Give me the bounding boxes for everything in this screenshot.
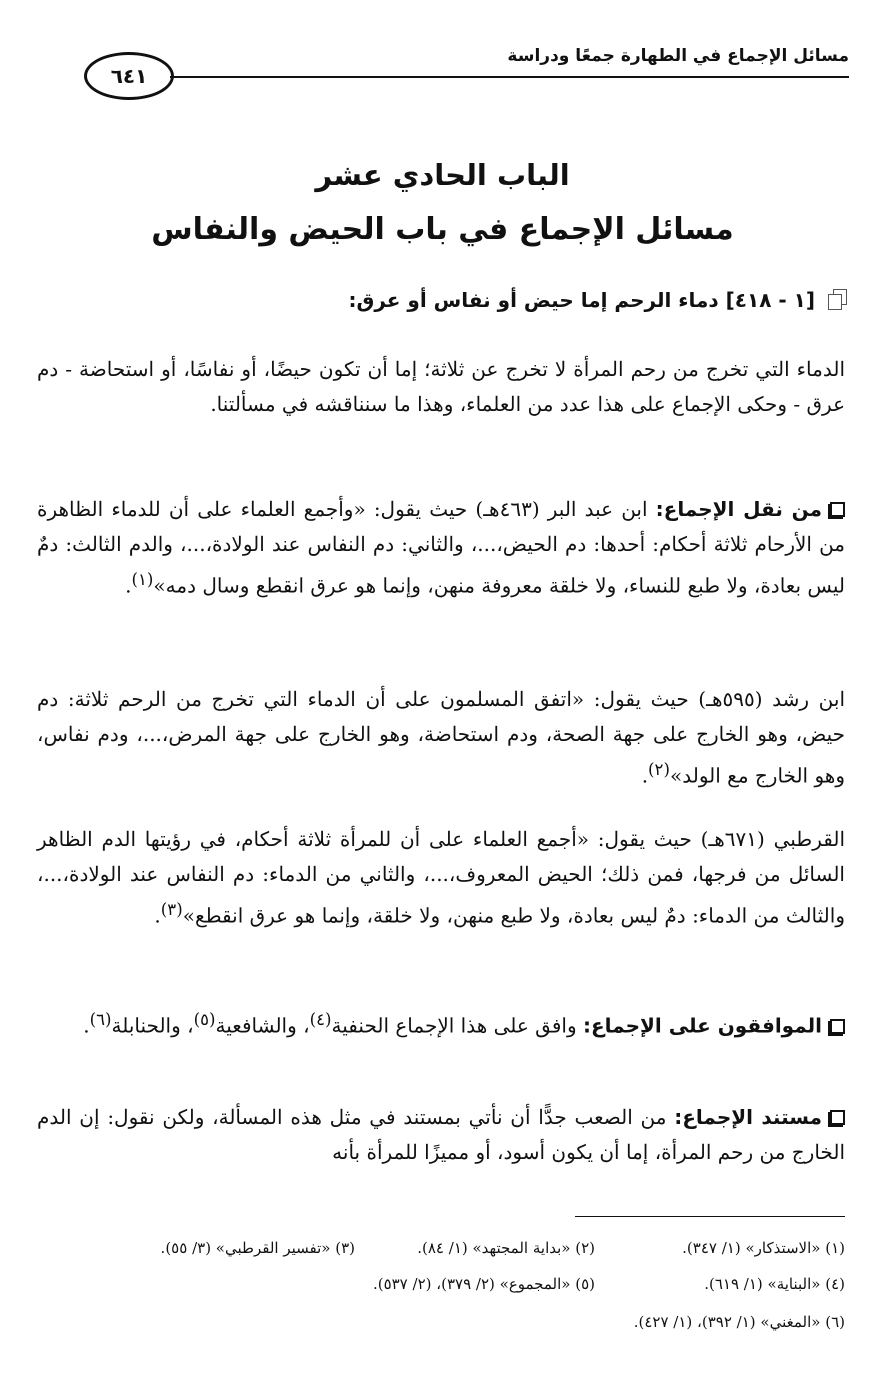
running-title: مسائل الإجماع في الطهارة جمعًا ودراسة [507,46,849,66]
footnote-ref: (١) [131,570,154,589]
footnote-ref: (٦) [89,1010,112,1029]
header-rule [170,76,849,78]
agreers-text: ، والحنابلة [111,1013,194,1038]
issue-heading-text: [١ - ٤١٨] دماء الرحم إما حيض أو نفاس أو عرق: [348,288,815,312]
basis-label: مستند الإجماع: [674,1105,822,1129]
agreers-text: ، والشافعية [215,1013,310,1038]
footnote-rule [575,1216,845,1217]
footnote: (٢) «بداية المجتهد» (١/ ٨٤). [417,1239,595,1257]
agreers-text: وافق على هذا الإجماع الحنفية [331,1013,577,1038]
agreers-label: الموافقون على الإجماع: [583,1013,822,1038]
ibn-rushd-paragraph: ابن رشد (٥٩٥هـ) حيث يقول: «اتفق المسلمون على أن الدماء التي تخرج من الرحم ثلاثة: دم حيض، وهو الخارج على جهة الصحة، ودم استحاضة، وهو الخارج على جهة المرض،...، ودم نفاس، وهو الخارج مع الولد»$^{(٢)}$. [37,687,846,788]
issue-heading [348,288,847,312]
agreers-paragraph: الموافقون على الإجماع: وافق على هذا الإجماع الحنفية$^{(٤)}$، والشافعية$^{(٥)}$، والحنابلة$^{(٦)}$. [37,1002,845,1044]
transmitters-paragraph: من نقل الإجماع: ابن عبد البر (٤٦٣هـ) حيث يقول: «وأجمع العلماء على أن للدماء الظاهرة من الأرحام ثلاثة أحكام: أحدها: دم الحيض،...، والثاني: دم النفاس عند الولادة،...، والدم الثالث: دمٌ ليس بعادة، ولا طبع للنساء، ولا خلقة معروفة منهن، وإنما هو عرق انقطع وسال دمه»$^{(١)}$. [37,497,845,598]
footnote-ref: (٤) [309,1010,332,1029]
footnote: (٣) «تفسير القرطبي» (٣/ ٥٥). [160,1239,355,1257]
ibn-rushd-quote: ابن رشد (٥٩٥هـ) حيث يقول: «اتفق المسلمون على أن الدماء التي تخرج من الرحم ثلاثة: دم حيض، وهو الخارج على جهة الصحة، ودم استحاضة، وهو الخارج على جهة المرض،...، ودم نفاس، وهو الخارج مع الولد» [37,687,846,788]
footnote: (٦) «المغني» (١/ ٣٩٢)، (١/ ٤٢٧). [633,1313,845,1331]
footnote: (٤) «البناية» (١/ ٦١٩). [704,1275,845,1293]
footnote-ref: (٥) [193,1010,216,1029]
documents-icon [825,289,847,311]
checkbox-square-icon [830,1019,845,1034]
footnote-ref: (٢) [648,760,670,779]
checkbox-square-icon [830,502,845,517]
basis-text: من الصعب جدًّا أن نأتي بمستند في مثل هذه المسألة، ولكن نقول: إن الدم الخارج من رحم المرأة، إما أن يكون أسود، أو مميزًا للمرأة بأنه [37,1105,845,1164]
chapter-title: الباب الحادي عشر [315,158,570,192]
basis-paragraph [37,1100,845,1170]
page-number: ٦٤١ [84,52,174,100]
chapter-subtitle: مسائل الإجماع في باب الحيض والنفاس [151,212,734,247]
qurtubi-paragraph: القرطبي (٦٧١هـ) حيث يقول: «أجمع العلماء على أن للمرأة ثلاثة أحكام، في رؤيتها الدم الظاهر السائل من فرجها، فمن ذلك؛ الحيض المعروف،...، والثاني من الدماء: دم النفاس عند الولادة،...، والثالث من الدماء: دمٌ ليس بعادة، ولا طبع منهن، ولا خلقة، وإنما هو عرق انقطع»$^{(٣)}$. [37,827,846,928]
footnote-ref: (٣) [160,900,183,919]
intro-paragraph: الدماء التي تخرج من رحم المرأة لا تخرج عن ثلاثة؛ إما أن تكون حيضًا، أو نفاسًا، أو استحاضة - دم عرق - وحكى الإجماع على هذا عدد من العلماء، وهذا ما سنناقشه في مسألتنا. [37,357,845,416]
checkbox-square-icon [830,1110,845,1125]
footnote: (١) «الاستذكار» (١/ ٣٤٧). [682,1239,845,1257]
footnote: (٥) «المجموع» (٢/ ٣٧٩)، (٢/ ٥٣٧). [372,1275,595,1293]
transmitters-label: من نقل الإجماع: [655,497,822,521]
ibn-abd-al-barr-quote: ابن عبد البر (٤٦٣هـ) حيث يقول: «وأجمع العلماء على أن للدماء الظاهرة من الأرحام ثلاثة أحكام: أحدها: دم الحيض،...، والثاني: دم النفاس عند الولادة،...، والدم الثالث: دمٌ ليس بعادة، ولا طبع للنساء، ولا خلقة معروفة منهن، وإنما هو عرق انقطع وسال دمه» [37,497,845,598]
qurtubi-quote: القرطبي (٦٧١هـ) حيث يقول: «أجمع العلماء على أن للمرأة ثلاثة أحكام، في رؤيتها الدم الظاهر السائل من فرجها، فمن ذلك؛ الحيض المعروف،...، والثاني من الدماء: دم النفاس عند الولادة،...، والثالث من الدماء: دمٌ ليس بعادة، ولا طبع منهن، ولا خلقة، وإنما هو عرق انقطع» [37,827,846,928]
